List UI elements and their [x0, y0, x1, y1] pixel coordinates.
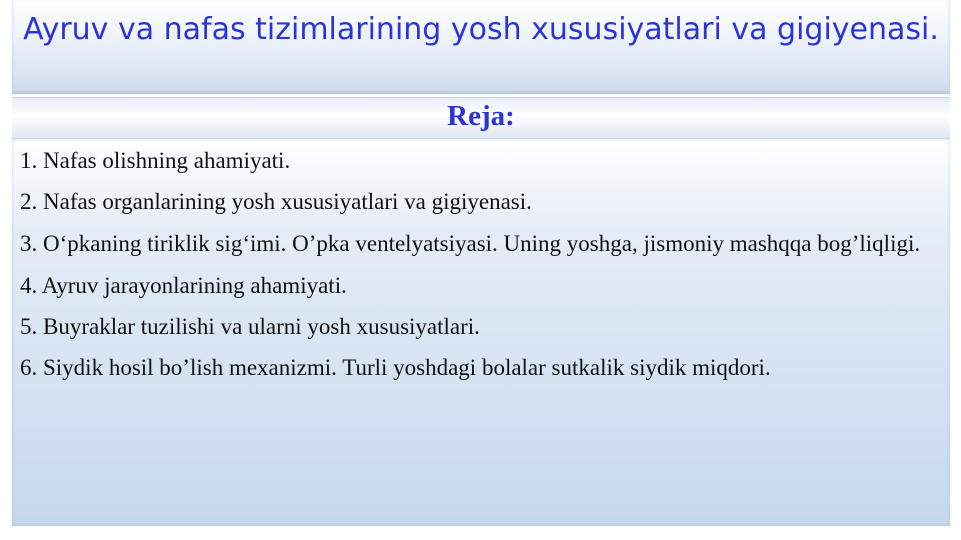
plan-list — [20, 146, 942, 394]
plan-item-2: 2. Nafas organlarining yosh xususiyatlari va gigiyenasi. — [20, 189, 532, 214]
plan-item-5: 5. Buyraklar tuzilishi va ularni yosh xususiyatlari. — [20, 314, 480, 339]
section-heading: Reja: — [447, 100, 515, 132]
plan-item-6: 6. Siydik hosil bo’lish mexanizmi. Turli yoshdagi bolalar sutkalik siydik miqdori. — [20, 355, 771, 380]
plan-item-1: 1. Nafas olishning ahamiyati. — [20, 148, 291, 173]
plan-item-4: 4. Ayruv jarayonlarining ahamiyati. — [20, 273, 347, 298]
plan-item-3: 3. O‘pkaning tiriklik sig‘imi. O’pka ventelyatsiyasi. Uning yoshga, jismoniy mashqqa bog’liqligi. — [20, 231, 921, 256]
slide-title: Ayruv va nafas tizimlarining yosh xususiyatlari va gigiyenasi. — [23, 12, 939, 47]
